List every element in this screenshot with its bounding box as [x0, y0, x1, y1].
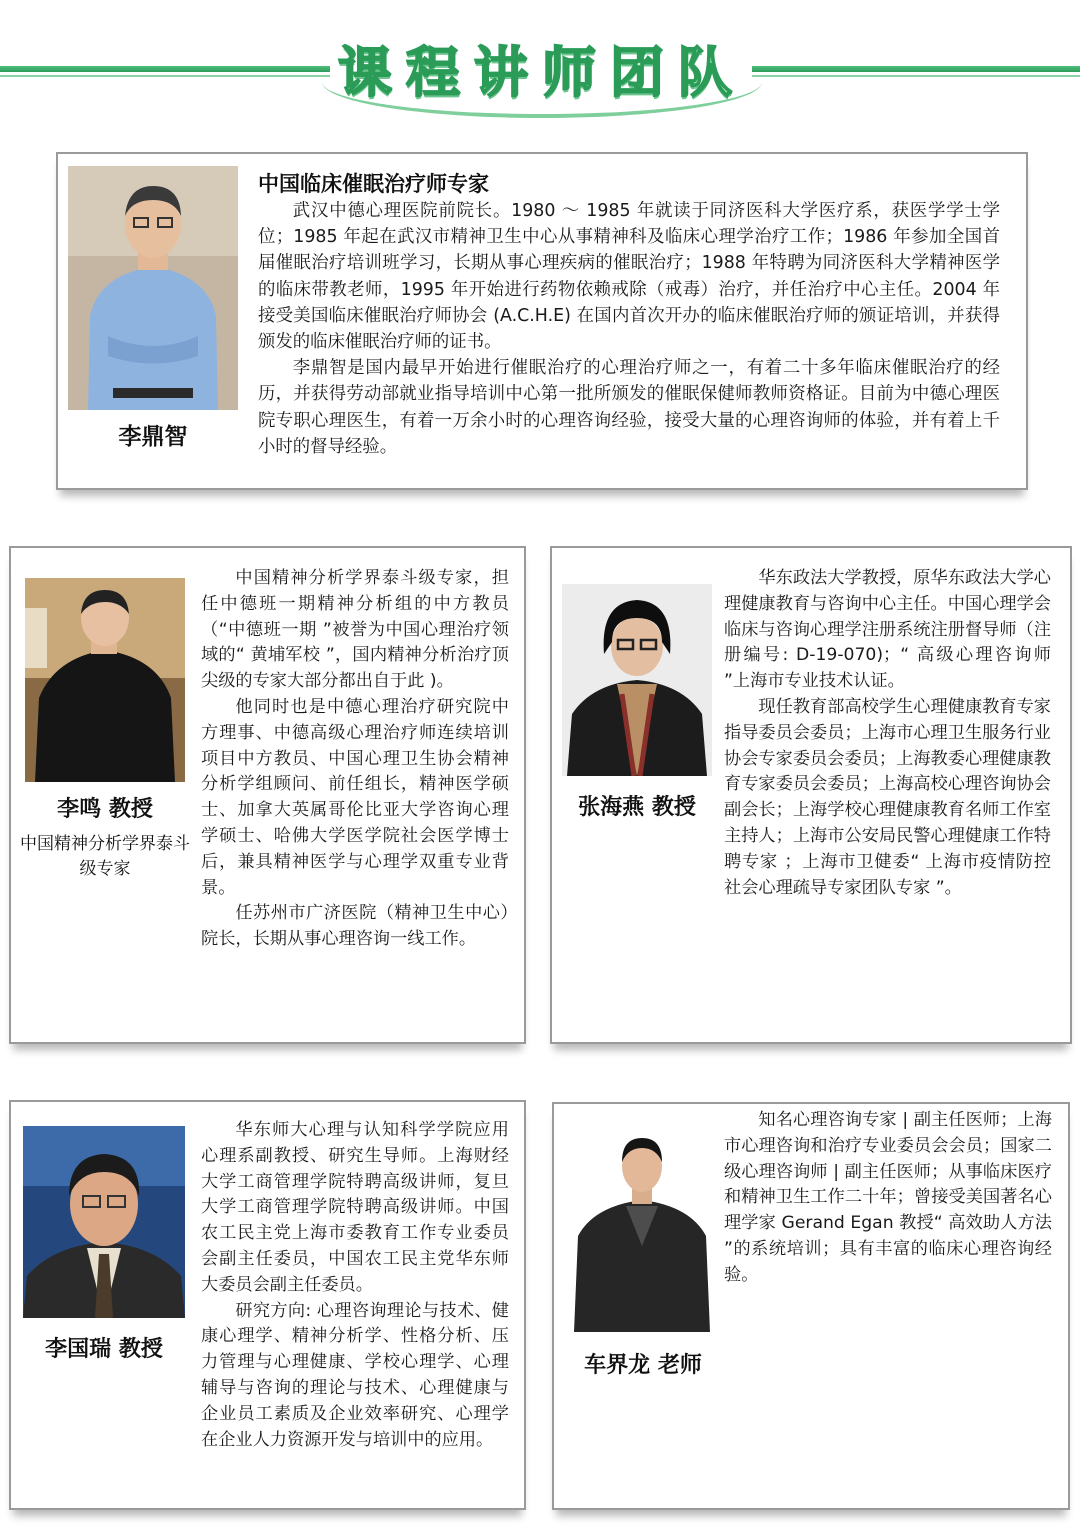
teacher-photo [68, 166, 238, 410]
teacher-name: 张海燕 教授 [578, 795, 696, 820]
teacher-photo [570, 1126, 714, 1332]
bio-paragraph: 华东政法大学教授，原华东政法大学心理健康教育与咨询中心主任。中国心理学会临床与咨询心理学注册系统注册督导师（注册编号: D-19-070)；“ 高级心理咨询师 ”上海市专业技术认证。 [724, 568, 1051, 692]
teacher-heading: 中国临床催眠治疗师专家 [258, 172, 489, 196]
teacher-bio [201, 1118, 509, 1453]
teacher-name: 车界龙 老师 [584, 1353, 702, 1378]
title-decor-line-left [0, 66, 330, 72]
teacher-name: 李国瑞 教授 [45, 1337, 163, 1362]
title-banner [0, 0, 1080, 120]
bio-paragraph: 中国精神分析学界泰斗级专家，担任中德班一期精神分析组的中方教员（“中德班一期 ”被誉为中国心理治疗领域的“ 黄埔军校 ”，国内精神分析治疗顶尖级的专家大部分都出自于此 )。 [201, 568, 509, 692]
teacher-bio [724, 1108, 1052, 1289]
teacher-card-li-ming [9, 546, 526, 1044]
bio-paragraph: 华东师大心理与认知科学学院应用心理系副教授、研究生导师。上海财经大学工商管理学院特聘高级讲师，复旦大学工商管理学院特聘高级讲师。中国农工民主党上海市委教育工作专业委员会副主任委员，中国农工民主党华东师大委员会副主任委员。 [201, 1120, 509, 1295]
title-decor-line-right [752, 66, 1080, 72]
teacher-photo [562, 584, 712, 776]
teacher-name: 李鼎智 [118, 424, 188, 450]
bio-paragraph: 武汉中德心理医院前院长。1980 ～ 1985 年就读于同济医科大学医疗系，获医学学士学位；1985 年起在武汉市精神卫生中心从事精神科及临床心理学治疗工作；1986 年参加全国首届催眠治疗培训班学习，长期从事心理疾病的催眠治疗；1988 年特聘为同济医科大学精神医学的临床带教老师，1995 年开始进行药物依赖戒除（戒毒）治疗，并任治疗中心主任。2004 年接受美国临床催眠治疗师协会 (A.C.H.E) 在国内首次开办的临床催眠治疗师的颁证培训，并获得颁发的临床催眠治疗师的证书。 [258, 201, 1000, 353]
teacher-card-zhang-haiyan [550, 546, 1072, 1044]
bio-paragraph: 知名心理咨询专家 | 副主任医师；上海市心理咨询和治疗专业委员会会员；国家二级心理咨询师 | 副主任医师；从事临床医疗和精神卫生工作二十年；曾接受美国著名心理学家 Gerand Egan 教授“ 高效助人方法 ”的系统培训；具有丰富的临床心理咨询经验。 [724, 1110, 1052, 1285]
teacher-card-li-guorui [9, 1100, 526, 1510]
teacher-card-li-dingzhi [56, 152, 1028, 490]
teacher-bio [724, 566, 1051, 901]
bio-paragraph: 他同时也是中德心理治疗研究院中方理事、中德高级心理治疗师连续培训项目中方教员、中国心理卫生协会精神分析学组顾问、前任组长，精神医学硕士、加拿大英属哥伦比亚大学咨询心理学硕士、哈佛大学医学院社会医学博士后，兼具精神医学与心理学双重专业背景。 [201, 696, 509, 898]
teacher-photo [25, 578, 185, 782]
bio-paragraph: 任苏州市广济医院（精神卫生中心）院长，长期从事心理咨询一线工作。 [201, 903, 509, 950]
bio-paragraph: 研究方向: 心理咨询理论与技术、健康心理学、精神分析学、性格分析、压力管理与心理健康、学校心理学、心理辅导与咨询的理论与技术、心理健康与企业员工素质及企业效率研究、心理学在企业人力资源开发与培训中的应用。 [201, 1300, 509, 1450]
teacher-bio [258, 198, 1000, 460]
teacher-card-che-jielong [552, 1102, 1070, 1510]
teacher-subtitle: 中国精神分析学界泰斗级专家 [20, 834, 190, 879]
page-title: 课程讲师团队 [338, 41, 746, 104]
teacher-photo [23, 1126, 185, 1318]
bio-paragraph: 现任教育部高校学生心理健康教育专家指导委员会委员；上海市心理卫生服务行业协会专家委员会委员；上海教委心理健康教育专家委员会委员；上海高校心理咨询协会副会长；上海学校心理健康教育名师工作室主持人；上海市公安局民警心理健康工作特聘专家 ；上海市卫健委“ 上海市疫情防控社会心理疏导专家团队专家 ”。 [724, 696, 1051, 898]
teacher-name: 李鸣 教授 [57, 797, 153, 822]
bio-paragraph: 李鼎智是国内最早开始进行催眠治疗的心理治疗师之一，有着二十多年临床催眠治疗的经历，并获得劳动部就业指导培训中心第一批所颁发的催眠保健师教师资格证。目前为中德心理医院专职心理医生，有着一万余小时的心理咨询经验，接受大量的心理咨询师的体验，并有着上千小时的督导经验。 [258, 358, 1000, 457]
teacher-bio [201, 566, 509, 953]
